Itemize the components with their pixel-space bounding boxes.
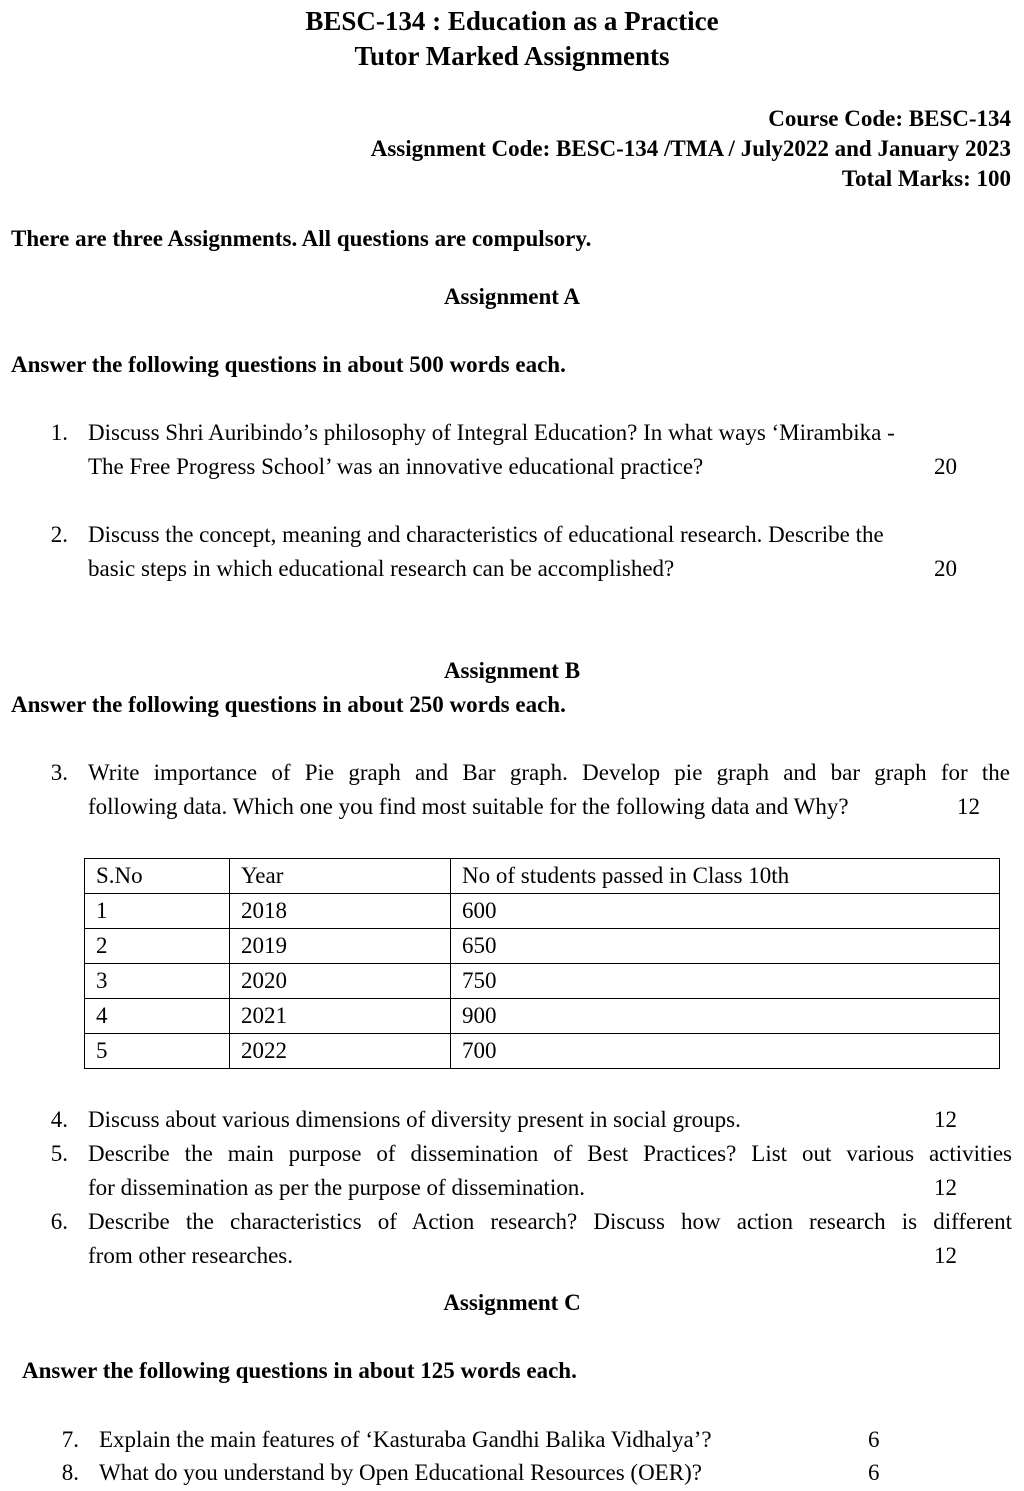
question-marks: 6 (868, 1460, 880, 1485)
question-text-line: following data. Which one you find most suitable for the following data and Why? (88, 794, 849, 819)
table-row (85, 999, 1000, 1034)
question-text-line: basic steps in which educational research can be accomplished? (88, 556, 675, 581)
table-cell: 750 (451, 964, 1000, 999)
question-marks: 12 (957, 794, 980, 819)
table-header-row (85, 859, 1000, 894)
course-code: Course Code: BESC-134 (768, 106, 1011, 131)
assignment-b-instruction: Answer the following questions in about 250 words each. (11, 692, 566, 717)
table-cell: 1 (85, 894, 230, 929)
question-number: 7. (61, 1427, 79, 1452)
assignment-a-instruction: Answer the following questions in about 500 words each. (11, 352, 566, 377)
assignment-c-heading: Assignment C (443, 1290, 581, 1315)
question-marks: 20 (934, 454, 957, 479)
question-text-line: The Free Progress School’ was an innovative educational practice? (88, 454, 704, 479)
question-text-line: What do you understand by Open Educational Resources (OER)? (99, 1460, 702, 1485)
assignment-a-heading: Assignment A (443, 284, 581, 309)
table-header-cell: S.No (85, 859, 230, 894)
question-marks: 12 (934, 1107, 957, 1132)
question-text-line: Discuss Shri Auribindo’s philosophy of Integral Education? In what ways ‘Mirambika - (88, 420, 895, 445)
question-marks: 12 (934, 1175, 957, 1200)
question-text-line: Write importance of Pie graph and Bar graph. Develop pie graph and bar graph for the (88, 760, 1010, 785)
question-number: 4. (50, 1107, 68, 1132)
document-title: BESC-134 : Education as a Practice (305, 6, 719, 36)
table-header-cell: No of students passed in Class 10th (451, 859, 1000, 894)
table-row (85, 929, 1000, 964)
table-cell: 2019 (230, 929, 451, 964)
table-cell: 900 (451, 999, 1000, 1034)
question-text-line: for dissemination as per the purpose of dissemination. (88, 1175, 585, 1200)
document-subtitle: Tutor Marked Assignments (354, 41, 670, 71)
question-number: 6. (50, 1209, 68, 1234)
assignment-b-heading: Assignment B (443, 658, 581, 683)
question-text-line: from other researches. (88, 1243, 293, 1268)
question-marks: 20 (934, 556, 957, 581)
table-cell: 700 (451, 1034, 1000, 1069)
table-cell: 650 (451, 929, 1000, 964)
question-text-line: Discuss the concept, meaning and characteristics of educational research. Describe the (88, 522, 884, 547)
table-header-cell: Year (230, 859, 451, 894)
table-cell: 5 (85, 1034, 230, 1069)
assignment-c-instruction: Answer the following questions in about 125 words each. (22, 1358, 577, 1383)
question-text-line: Describe the characteristics of Action research? Discuss how action research is different (88, 1209, 1012, 1234)
question-marks: 6 (868, 1427, 880, 1452)
table-cell: 2 (85, 929, 230, 964)
total-marks: Total Marks: 100 (841, 166, 1011, 191)
table-cell: 2021 (230, 999, 451, 1034)
intro-text: There are three Assignments. All questions are compulsory. (11, 226, 592, 251)
question-text-line: Discuss about various dimensions of diversity present in social groups. (88, 1107, 741, 1132)
table-cell: 600 (451, 894, 1000, 929)
question-marks: 12 (934, 1243, 957, 1268)
question-number: 2. (50, 522, 68, 547)
table-cell: 2022 (230, 1034, 451, 1069)
question-number: 8. (61, 1460, 79, 1485)
table-cell: 2018 (230, 894, 451, 929)
table-row (85, 964, 1000, 999)
question-text-line: Describe the main purpose of dissemination of Best Practices? List out various activities (88, 1141, 1012, 1166)
assignment-code: Assignment Code: BESC-134 /TMA / July2022 and January 2023 (370, 136, 1011, 161)
question-number: 3. (50, 760, 68, 785)
students-passed-table (84, 858, 1000, 1069)
question-number: 5. (50, 1141, 68, 1166)
question-text-line: Explain the main features of ‘Kasturaba Gandhi Balika Vidhalya’? (99, 1427, 712, 1452)
question-number: 1. (50, 420, 68, 445)
table-cell: 3 (85, 964, 230, 999)
table-row (85, 1034, 1000, 1069)
table-row (85, 894, 1000, 929)
table-cell: 4 (85, 999, 230, 1034)
table-cell: 2020 (230, 964, 451, 999)
